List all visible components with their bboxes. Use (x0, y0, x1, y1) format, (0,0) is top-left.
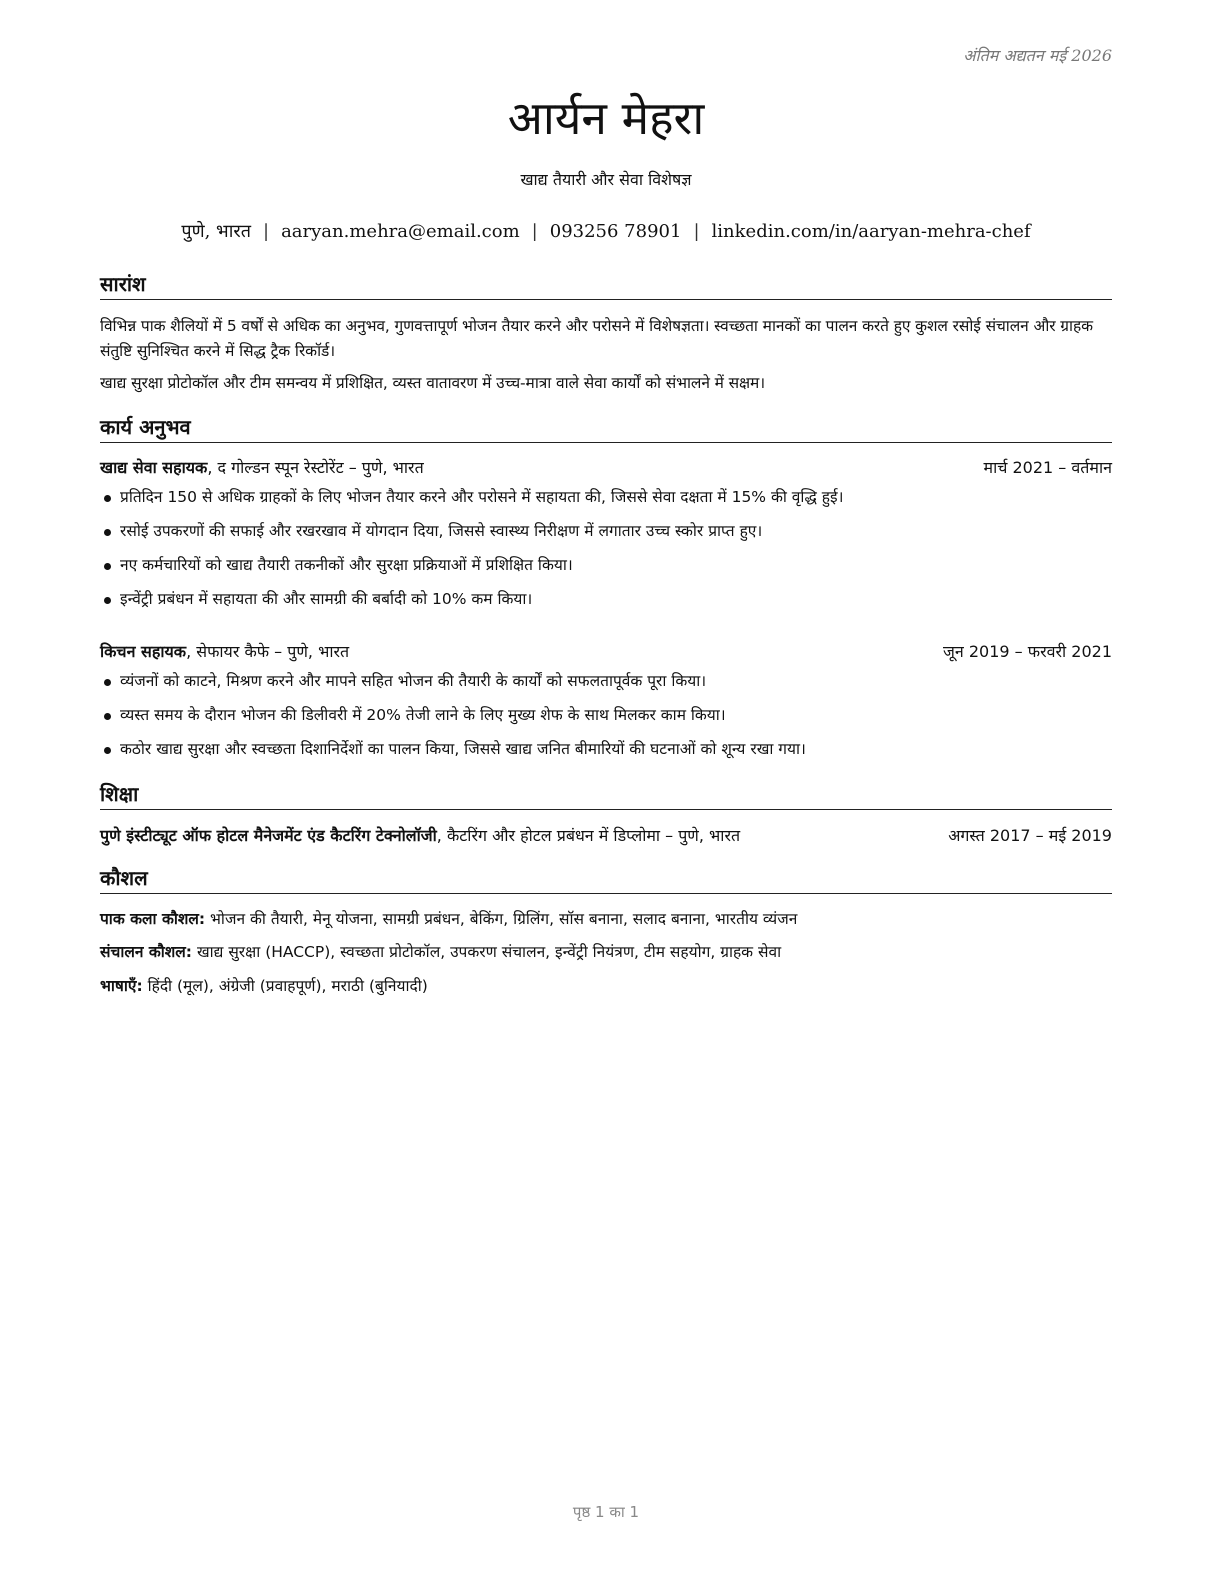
list-item: व्यंजनों को काटने, मिश्रण करने और मापने सहित भोजन की तैयारी के कार्यों को सफलतापूर्वक पूरा किया। (100, 666, 1112, 700)
contact-line (100, 219, 1112, 243)
skill-label: भाषाएँ: (100, 977, 143, 995)
skill-line (100, 907, 1112, 929)
contact-phone[interactable]: 093256 78901 (549, 221, 682, 242)
job-employer: , सेफायर कैफे – पुणे, भारत (186, 642, 350, 661)
job-role: खाद्य सेवा सहायक (100, 458, 208, 477)
education-details: , कैटरिंग और होटल प्रबंधन में डिप्लोमा – पुणे, भारत (436, 826, 741, 845)
contact-location: पुणे, भारत (181, 221, 251, 242)
contact-separator: | (693, 221, 700, 242)
candidate-name: आर्यन मेहरा (507, 91, 705, 145)
education-entry (100, 824, 1112, 846)
education-line (100, 824, 740, 846)
skill-line (100, 940, 1112, 962)
skill-line (100, 974, 1112, 996)
contact-email[interactable]: aaryan.mehra@email.com (281, 221, 520, 242)
page-number: पृष्ठ 1 का 1 (572, 1503, 640, 1521)
education-institution: पुणे इंस्टीट्यूट ऑफ होटल मैनेजमेंट एंड कैटरिंग टेक्नोलॉजी (100, 826, 437, 845)
job-bullets (100, 482, 1112, 618)
section-title-skills: कौशल (100, 864, 1112, 894)
job-title-line (100, 640, 349, 662)
job-title-line (100, 456, 424, 478)
job-bullets (100, 666, 1112, 768)
skill-label: संचालन कौशल: (100, 943, 193, 961)
list-item: रसोई उपकरणों की सफाई और रखरखाव में योगदान दिया, जिससे स्वास्थ्य निरीक्षण में लगातार उच्च स्कोर प्राप्त हुए। (100, 516, 1112, 550)
summary-paragraph: विभिन्न पाक शैलियों में 5 वर्षों से अधिक का अनुभव, गुणवत्तापूर्ण भोजन तैयार करने और परोसने में विशेषज्ञता। स्वच्छता मानकों का पालन करते हुए कुशल रसोई संचालन और ग्राहक संतुष्टि सुनिश्चित करने में सिद्ध ट्रैक रिकॉर्ड। (100, 317, 1093, 360)
list-item: व्यस्त समय के दौरान भोजन की डिलीवरी में 20% तेजी लाने के लिए मुख्य शेफ के साथ मिलकर काम किया। (100, 700, 1112, 734)
list-item: इन्वेंट्री प्रबंधन में सहायता की और सामग्री की बर्बादी को 10% कम किया। (100, 584, 1112, 618)
section-title-education: शिक्षा (100, 780, 1112, 810)
last-updated: अंतिम अद्यतन मई 2026 (963, 46, 1112, 65)
job-header (100, 640, 1112, 662)
contact-separator: | (262, 221, 270, 242)
job-dates: मार्च 2021 – वर्तमान (983, 458, 1112, 477)
list-item: कठोर खाद्य सुरक्षा और स्वच्छता दिशानिर्देशों का पालन किया, जिससे खाद्य जनित बीमारियों की घटनाओं को शून्य रखा गया। (100, 734, 1112, 768)
list-item: नए कर्मचारियों को खाद्य तैयारी तकनीकों और सुरक्षा प्रक्रियाओं में प्रशिक्षित किया। (100, 550, 1112, 584)
tagline: खाद्य तैयारी और सेवा विशेषज्ञ (520, 170, 692, 189)
skill-label: पाक कला कौशल: (100, 910, 206, 928)
contact-separator: | (531, 221, 538, 242)
list-item: प्रतिदिन 150 से अधिक ग्राहकों के लिए भोजन तैयार करने और परोसने में सहायता की, जिससे सेवा दक्षता में 15% की वृद्धि हुई। (100, 482, 1112, 516)
education-dates: अगस्त 2017 – मई 2019 (948, 826, 1112, 845)
job-dates: जून 2019 – फरवरी 2021 (943, 642, 1112, 661)
skill-value: भोजन की तैयारी, मेनू योजना, सामग्री प्रबंधन, बेकिंग, ग्रिलिंग, सॉस बनाना, सलाद बनाना, भारतीय व्यंजन (205, 910, 798, 928)
job-role: किचन सहायक (100, 642, 187, 661)
skill-value: खाद्य सुरक्षा (HACCP), स्वच्छता प्रोटोकॉल, उपकरण संचालन, इन्वेंट्री नियंत्रण, टीम सहयोग, ग्राहक सेवा (192, 943, 782, 961)
summary-paragraph: खाद्य सुरक्षा प्रोटोकॉल और टीम समन्वय में प्रशिक्षित, व्यस्त वातावरण में उच्च-मात्रा वाले सेवा कार्यों को संभालने में सक्षम। (100, 374, 765, 392)
section-title-summary: सारांश (100, 270, 1112, 300)
resume-page (100, 0, 1112, 1584)
job-header (100, 456, 1112, 478)
contact-linkedin[interactable]: linkedin.com/in/aaryan-mehra-chef (711, 221, 1031, 242)
job-employer: , द गोल्डन स्पून रेस्टोरेंट – पुणे, भारत (207, 458, 424, 477)
section-title-experience: कार्य अनुभव (100, 413, 1112, 443)
skill-value: हिंदी (मूल), अंग्रेजी (प्रवाहपूर्ण), मराठी (बुनियादी) (142, 977, 428, 995)
